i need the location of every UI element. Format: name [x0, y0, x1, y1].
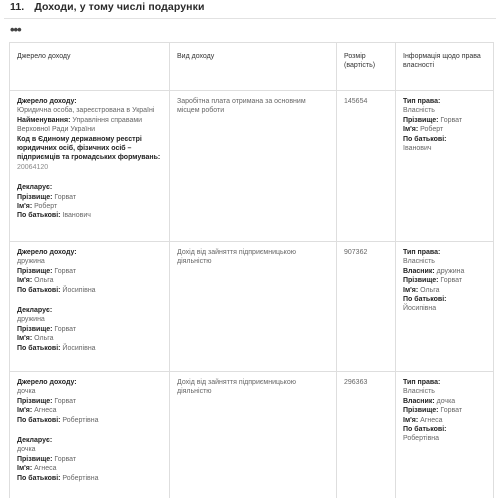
- field-value: Горват: [54, 267, 77, 275]
- field-label: По батькові:: [403, 426, 447, 434]
- field-value: Горват: [440, 407, 463, 415]
- field-label: Тип права:: [403, 98, 441, 105]
- income-amount-cell: 296363: [337, 372, 396, 498]
- source-cell: [10, 242, 170, 372]
- section-number: 11.: [10, 1, 25, 13]
- field-value: Робертівна: [403, 435, 440, 443]
- field-label: Ім'я:: [403, 286, 419, 294]
- field-value: дружина: [17, 316, 45, 324]
- field-label: По батькові:: [17, 474, 61, 482]
- field-value: Власність: [403, 388, 435, 396]
- field-value: Горват: [54, 455, 77, 463]
- field-value: Робертівна: [62, 474, 99, 482]
- field-label: Код в Єдиному державному реєстрі юридичних осіб, фізичних осіб – підприємців та громадських формувань:: [17, 135, 161, 162]
- field-label: Прізвище:: [17, 325, 53, 333]
- field-label: Прізвище:: [403, 277, 439, 285]
- field-label: Власник:: [403, 267, 435, 275]
- field-label: Прізвище:: [17, 267, 53, 275]
- field-label: Ім'я:: [403, 416, 419, 424]
- field-value: дочка: [17, 446, 36, 454]
- field-value: Власність: [403, 107, 435, 115]
- field-label: Джерело доходу:: [17, 249, 77, 256]
- field-value: Робертівна: [62, 416, 99, 424]
- source-cell: [10, 91, 170, 242]
- section-title-text: Доходи, у тому числі подарунки: [34, 1, 205, 13]
- field-value: Ольга: [34, 277, 54, 285]
- field-value: Агнеса: [34, 465, 57, 473]
- field-label: Тип права:: [403, 249, 441, 256]
- field-value: Агнеса: [34, 407, 57, 415]
- field-label: Джерело доходу:: [17, 98, 77, 105]
- field-label: Ім'я:: [17, 277, 33, 285]
- field-label: По батькові:: [17, 212, 61, 220]
- field-label: Ім'я:: [17, 335, 33, 343]
- field-value: Іванович: [62, 212, 91, 220]
- source-cell: [10, 372, 170, 498]
- field-label: Прізвище:: [17, 193, 53, 201]
- income-type-cell: Заробітна плата отримана за основним місцем роботи: [170, 91, 337, 242]
- field-label: По батькові:: [17, 344, 61, 352]
- field-value: Йосипівна: [62, 344, 96, 352]
- field-value: Горват: [440, 116, 463, 124]
- field-value: Управління справами Верховної Ради України: [17, 116, 143, 134]
- section-divider: [4, 18, 496, 19]
- table-row: [10, 372, 494, 498]
- field-value: Ольга: [34, 335, 54, 343]
- field-value: Йосипівна: [403, 305, 437, 313]
- field-label: По батькові:: [17, 286, 61, 294]
- field-value: дочка: [17, 388, 36, 396]
- field-value: Горват: [440, 277, 463, 285]
- table-row: [10, 91, 494, 242]
- field-label: Джерело доходу:: [17, 379, 77, 386]
- field-value: дочка: [436, 397, 456, 405]
- field-label: По батькові:: [17, 416, 61, 424]
- field-value: дружина: [17, 258, 45, 266]
- field-label: Прізвище:: [403, 116, 439, 124]
- header-type: Вид доходу: [170, 43, 337, 91]
- income-type-cell: Дохід від зайняття підприємницькою діяльністю: [170, 242, 337, 372]
- table-row: [10, 242, 494, 372]
- field-label: Прізвище:: [403, 407, 439, 415]
- section-title: [10, 1, 205, 13]
- field-label: Найменування:: [17, 116, 71, 124]
- income-type-cell: Дохід від зайняття підприємницькою діяльністю: [170, 372, 337, 498]
- field-value: Власність: [403, 258, 435, 266]
- field-value: Горват: [54, 193, 77, 201]
- income-table: [9, 42, 494, 498]
- header-source: Джерело доходу: [10, 43, 170, 91]
- ownership-cell: [396, 91, 494, 242]
- ownership-cell: [396, 242, 494, 372]
- field-label: Декларує:: [17, 437, 53, 445]
- header-amount: Розмір (вартість): [337, 43, 396, 91]
- field-label: Ім'я:: [17, 407, 33, 415]
- field-value: дружина: [436, 267, 465, 275]
- table-header-row: [10, 43, 494, 91]
- field-label: По батькові:: [403, 135, 447, 143]
- field-label: Прізвище:: [17, 455, 53, 463]
- ownership-cell: [396, 372, 494, 498]
- field-label: Ім'я:: [17, 203, 33, 211]
- income-amount-cell: 907362: [337, 242, 396, 372]
- field-value: Іванович: [403, 145, 432, 153]
- header-ownership: Інформація щодо права власності: [396, 43, 494, 91]
- field-value: Юридична особа, зареєстрована в Україні: [17, 107, 155, 115]
- field-value: Роберт: [420, 126, 444, 134]
- field-value: Ольга: [420, 286, 440, 294]
- field-value: Горват: [54, 397, 77, 405]
- field-label: Декларує:: [17, 184, 53, 192]
- field-label: Прізвище:: [17, 397, 53, 405]
- field-value: Роберт: [34, 203, 58, 211]
- field-value: Агнеса: [420, 416, 443, 424]
- field-label: Ім'я:: [17, 465, 33, 473]
- field-value: Йосипівна: [62, 286, 96, 294]
- field-value: Горват: [54, 325, 77, 333]
- income-amount-cell: 145654: [337, 91, 396, 242]
- more-icon[interactable]: •••: [10, 22, 21, 37]
- field-label: По батькові:: [403, 296, 447, 304]
- field-label: Власник:: [403, 397, 435, 405]
- field-label: Тип права:: [403, 379, 441, 386]
- field-label: Ім'я:: [403, 126, 419, 134]
- field-label: Декларує:: [17, 307, 53, 315]
- field-value: 20064120: [17, 163, 49, 171]
